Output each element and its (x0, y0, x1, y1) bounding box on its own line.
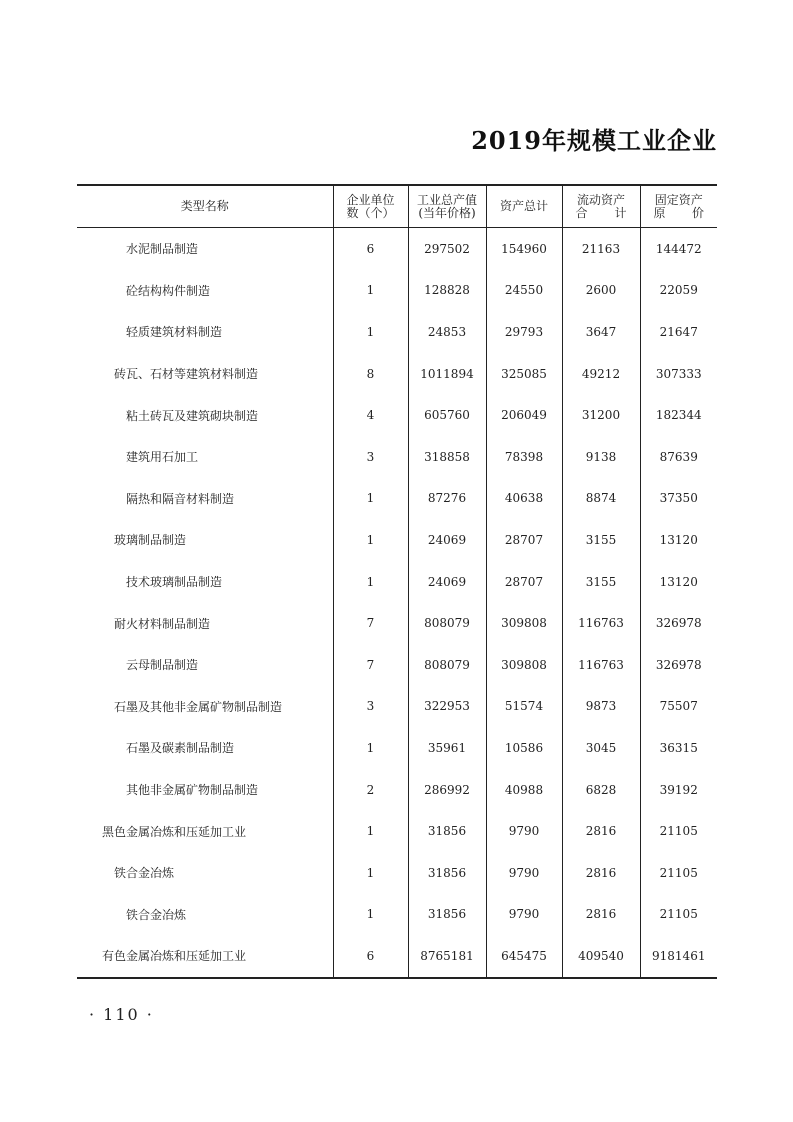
table-row (77, 311, 717, 353)
header-name: 类型名称 (77, 185, 333, 228)
row-fixed-assets-cell: 21105 (640, 852, 717, 894)
row-output-cell: 24069 (408, 561, 486, 603)
row-units-cell: 1 (333, 478, 408, 520)
row-name-cell: 砖瓦、石材等建筑材料制造 (114, 367, 259, 382)
row-fixed-assets-cell: 326978 (640, 644, 717, 686)
row-current-assets-cell: 409540 (562, 935, 640, 978)
row-assets-cell: 309808 (486, 602, 562, 644)
row-name-cell: 轻质建筑材料制造 (126, 325, 223, 340)
row-assets-cell: 206049 (486, 394, 562, 436)
header-fixed-line2 (641, 207, 718, 220)
row-fixed-assets-cell: 39192 (640, 769, 717, 811)
row-assets-cell: 10586 (486, 727, 562, 769)
row-units-cell: 4 (333, 394, 408, 436)
header-output-line2: (当年价格) (418, 205, 476, 220)
row-fixed-assets-cell: 307333 (640, 353, 717, 395)
page-title: 2019年规模工业企业 (471, 126, 717, 155)
row-name-cell: 石墨及碳素制品制造 (126, 741, 235, 756)
row-current-assets-cell: 9873 (562, 686, 640, 728)
row-assets-cell: 24550 (486, 270, 562, 312)
row-units-cell: 2 (333, 769, 408, 811)
row-assets-cell: 78398 (486, 436, 562, 478)
row-name-cell: 黑色金属冶炼和压延加工业 (102, 824, 247, 839)
row-output-cell: 322953 (408, 686, 486, 728)
row-name-cell: 石墨及其他非金属矿物制品制造 (114, 699, 283, 714)
row-current-assets-cell: 116763 (562, 644, 640, 686)
row-fixed-assets-cell: 21105 (640, 894, 717, 936)
row-assets-cell: 154960 (486, 228, 562, 270)
row-fixed-assets-cell: 22059 (640, 270, 717, 312)
row-fixed-assets-cell: 37350 (640, 478, 717, 520)
row-assets-cell: 40638 (486, 478, 562, 520)
table-row (77, 353, 717, 395)
row-fixed-assets-cell: 36315 (640, 727, 717, 769)
row-current-assets-cell: 2600 (562, 270, 640, 312)
header-fixed-char2: 价 (691, 205, 704, 220)
row-current-assets-cell: 2816 (562, 810, 640, 852)
table-row (77, 894, 717, 936)
row-name-cell: 砼结构构件制造 (126, 283, 211, 298)
table-row (77, 686, 717, 728)
table-row (77, 644, 717, 686)
header-current-line2 (563, 207, 640, 220)
row-output-cell: 286992 (408, 769, 486, 811)
row-assets-cell: 40988 (486, 769, 562, 811)
table-row (77, 727, 717, 769)
row-units-cell: 1 (333, 810, 408, 852)
row-current-assets-cell: 6828 (562, 769, 640, 811)
row-units-cell: 1 (333, 270, 408, 312)
header-current-line1: 流动资产 (576, 192, 625, 207)
row-assets-cell: 645475 (486, 935, 562, 978)
row-output-cell: 24069 (408, 519, 486, 561)
table-row (77, 852, 717, 894)
row-output-cell: 24853 (408, 311, 486, 353)
row-output-cell: 128828 (408, 270, 486, 312)
row-name-cell: 云母制品制造 (126, 658, 199, 673)
row-units-cell: 7 (333, 644, 408, 686)
row-current-assets-cell: 116763 (562, 602, 640, 644)
page-number: · 110 · (89, 1005, 154, 1024)
row-output-cell: 8765181 (408, 935, 486, 978)
table-row (77, 478, 717, 520)
row-output-cell: 297502 (408, 228, 486, 270)
row-output-cell: 87276 (408, 478, 486, 520)
table-row (77, 436, 717, 478)
row-assets-cell: 51574 (486, 686, 562, 728)
row-current-assets-cell: 9138 (562, 436, 640, 478)
row-output-cell: 605760 (408, 394, 486, 436)
row-units-cell: 8 (333, 353, 408, 395)
row-units-cell: 1 (333, 894, 408, 936)
row-name-cell: 有色金属冶炼和压延加工业 (77, 935, 333, 978)
row-name-cell: 铁合金冶炼 (114, 866, 175, 881)
row-name-cell: 粘土砖瓦及建筑砌块制造 (126, 408, 259, 423)
row-units-cell: 1 (333, 519, 408, 561)
header-units-line2: 数（个） (346, 205, 395, 220)
table-row (77, 228, 717, 270)
row-name-cell: 玻璃制品制造 (114, 533, 187, 548)
row-output-cell: 31856 (408, 852, 486, 894)
row-current-assets-cell: 2816 (562, 894, 640, 936)
row-current-assets-cell: 3155 (562, 561, 640, 603)
row-units-cell: 3 (333, 686, 408, 728)
row-units-cell: 6 (333, 228, 408, 270)
row-units-cell: 7 (333, 602, 408, 644)
table-row (77, 810, 717, 852)
row-output-cell: 808079 (408, 644, 486, 686)
row-name-cell: 耐火材料制品制造 (114, 616, 211, 631)
row-fixed-assets-cell: 326978 (640, 602, 717, 644)
row-current-assets-cell: 2816 (562, 852, 640, 894)
header-current-char2: 计 (614, 205, 627, 220)
row-assets-cell: 9790 (486, 810, 562, 852)
row-name-cell: 其他非金属矿物制品制造 (126, 783, 259, 798)
row-current-assets-cell: 3647 (562, 311, 640, 353)
row-units-cell: 1 (333, 561, 408, 603)
row-assets-cell: 309808 (486, 644, 562, 686)
header-fixed-assets (640, 185, 717, 228)
header-current-assets (562, 185, 640, 228)
header-assets: 资产总计 (486, 185, 562, 228)
header-units (333, 185, 408, 228)
row-fixed-assets-cell: 182344 (640, 394, 717, 436)
row-assets-cell: 28707 (486, 519, 562, 561)
table-row (77, 270, 717, 312)
row-current-assets-cell: 8874 (562, 478, 640, 520)
row-fixed-assets-cell: 75507 (640, 686, 717, 728)
row-units-cell: 3 (333, 436, 408, 478)
row-fixed-assets-cell: 9181461 (640, 935, 717, 978)
industry-table (77, 184, 717, 979)
table-row (77, 602, 717, 644)
row-current-assets-cell: 3155 (562, 519, 640, 561)
header-fixed-line1: 固定资产 (654, 192, 703, 207)
row-name-cell: 隔热和隔音材料制造 (126, 491, 235, 506)
row-fixed-assets-cell: 21105 (640, 810, 717, 852)
row-current-assets-cell: 49212 (562, 353, 640, 395)
header-current-char1: 合 (575, 205, 588, 220)
table-row (77, 519, 717, 561)
row-units-cell: 1 (333, 852, 408, 894)
header-output (408, 185, 486, 228)
row-assets-cell: 9790 (486, 852, 562, 894)
row-assets-cell: 28707 (486, 561, 562, 603)
row-fixed-assets-cell: 87639 (640, 436, 717, 478)
header-fixed-char1: 原 (653, 205, 666, 220)
row-output-cell: 35961 (408, 727, 486, 769)
row-name-cell: 铁合金冶炼 (126, 907, 187, 922)
row-assets-cell: 325085 (486, 353, 562, 395)
row-assets-cell: 9790 (486, 894, 562, 936)
header-output-line1: 工业总产值 (416, 192, 477, 207)
row-output-cell: 31856 (408, 894, 486, 936)
row-fixed-assets-cell: 13120 (640, 519, 717, 561)
table-row (77, 561, 717, 603)
table-body (77, 228, 717, 978)
row-current-assets-cell: 31200 (562, 394, 640, 436)
row-name-cell: 建筑用石加工 (126, 450, 199, 465)
row-name-cell: 水泥制品制造 (126, 242, 199, 257)
row-units-cell: 1 (333, 727, 408, 769)
row-output-cell: 808079 (408, 602, 486, 644)
row-current-assets-cell: 21163 (562, 228, 640, 270)
row-units-cell: 6 (333, 935, 408, 978)
table-header-row (77, 185, 717, 228)
row-fixed-assets-cell: 13120 (640, 561, 717, 603)
table-row (77, 769, 717, 811)
row-current-assets-cell: 3045 (562, 727, 640, 769)
row-assets-cell: 29793 (486, 311, 562, 353)
header-units-line1: 企业单位 (346, 192, 395, 207)
table-row (77, 935, 717, 978)
row-output-cell: 318858 (408, 436, 486, 478)
row-output-cell: 31856 (408, 810, 486, 852)
row-units-cell: 1 (333, 311, 408, 353)
row-output-cell: 1011894 (408, 353, 486, 395)
row-fixed-assets-cell: 144472 (640, 228, 717, 270)
table-row (77, 394, 717, 436)
row-fixed-assets-cell: 21647 (640, 311, 717, 353)
row-name-cell: 技术玻璃制品制造 (126, 575, 223, 590)
